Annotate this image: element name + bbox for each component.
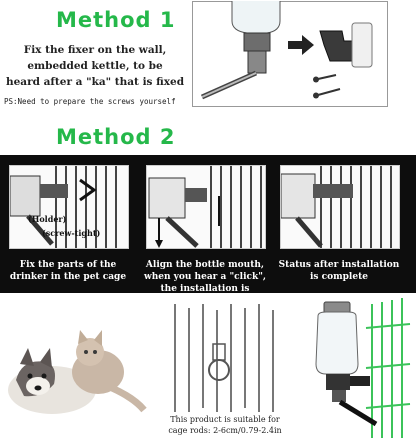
step3-panel [280, 165, 400, 249]
step3-caption-line1: Status after installation [278, 260, 400, 270]
rod-size-note [160, 414, 290, 436]
method1-line2: embedded kettle, to be [27, 60, 163, 72]
method1-line3: heard after a "ka" that is fixed [5, 76, 185, 88]
cage-rods-illustration [165, 304, 285, 412]
rod-size-line1: This product is suitable for [170, 415, 280, 424]
step3-caption [274, 259, 404, 283]
method2-title: Method 2 [56, 125, 176, 149]
step3-caption-line2: is complete [310, 272, 368, 282]
holder-callout: (Holder) [28, 214, 67, 224]
screw-callout: (screw-tight) [42, 228, 101, 238]
method1-line1: Fix the fixer on the wall, [23, 44, 167, 56]
step1-caption-line2: drinker in the pet cage [9, 272, 127, 282]
step2-caption-line3: the installation is complete [160, 284, 250, 306]
step3-illustration [281, 166, 399, 248]
step1-panel [9, 165, 129, 249]
step1-caption [3, 259, 133, 283]
rod-size-line2: cage rods: 2-6cm/0.79-2.4in [168, 426, 282, 435]
step2-panel [146, 165, 266, 249]
method1-ps-note: PS:Need to prepare the screws yourself [4, 97, 176, 106]
method2-steps-band [0, 155, 416, 306]
step2-illustration [147, 166, 265, 248]
step2-caption [140, 259, 270, 307]
wall-mount-illustration [192, 1, 388, 107]
step2-caption-line1: Align the bottle mouth, [145, 260, 265, 270]
step2-caption-line2: when you hear a "click", [143, 272, 267, 282]
puppy-kitten-photo [2, 318, 158, 420]
method1-title: Method 1 [56, 8, 176, 32]
step1-caption-line1: Fix the parts of the [19, 260, 117, 270]
method1-instructions [0, 42, 190, 90]
installed-bottle-photo [300, 298, 414, 438]
